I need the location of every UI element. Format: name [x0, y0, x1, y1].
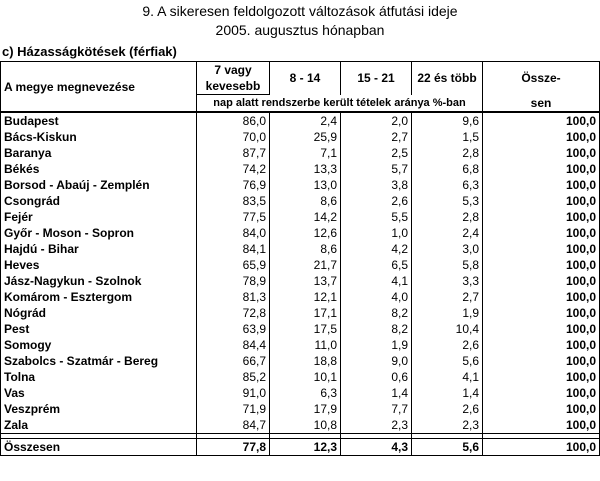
header-col1-line2: kevesebb	[197, 78, 270, 95]
county-name-cell: Pest	[1, 321, 197, 337]
value-cell: 7,1	[270, 145, 341, 161]
value-cell: 76,9	[197, 177, 270, 193]
county-name-cell: Fejér	[1, 209, 197, 225]
total-value-cell: 4,3	[341, 439, 412, 456]
value-cell: 2,3	[412, 417, 483, 434]
value-cell: 5,7	[341, 161, 412, 177]
table-row	[1, 385, 600, 401]
value-cell: 2,6	[412, 401, 483, 417]
header-col3: 15 - 21	[341, 62, 412, 95]
table-row	[1, 193, 600, 209]
value-cell: 12,1	[270, 289, 341, 305]
total-label: Összesen	[1, 439, 197, 456]
value-cell: 84,4	[197, 337, 270, 353]
value-cell: 72,8	[197, 305, 270, 321]
table-row	[1, 241, 600, 257]
table-row	[1, 225, 600, 241]
total-value-cell: 77,8	[197, 439, 270, 456]
county-name-cell: Jász-Nagykun - Szolnok	[1, 273, 197, 289]
value-cell: 10,4	[412, 321, 483, 337]
value-cell: 11,0	[270, 337, 341, 353]
value-cell: 9,6	[412, 112, 483, 129]
value-cell: 74,2	[197, 161, 270, 177]
table-row	[1, 337, 600, 353]
value-cell: 10,1	[270, 369, 341, 385]
unit-row	[1, 95, 600, 113]
header-county: A megye megnevezése	[1, 62, 197, 95]
county-name-cell: Békés	[1, 161, 197, 177]
county-name-cell: Somogy	[1, 337, 197, 353]
value-cell: 8,6	[270, 241, 341, 257]
value-cell: 6,3	[270, 385, 341, 401]
total-cell: 100,0	[483, 417, 600, 434]
header-col1-line1: 7 vagy	[197, 62, 270, 79]
value-cell: 4,1	[412, 369, 483, 385]
total-cell: 100,0	[483, 241, 600, 257]
value-cell: 2,4	[412, 225, 483, 241]
county-name-cell: Csongrád	[1, 193, 197, 209]
county-name-cell: Hajdú - Bihar	[1, 241, 197, 257]
total-cell: 100,0	[483, 112, 600, 129]
total-cell: 100,0	[483, 353, 600, 369]
value-cell: 4,0	[341, 289, 412, 305]
total-cell: 100,0	[483, 401, 600, 417]
value-cell: 77,5	[197, 209, 270, 225]
header-col5-line1: Össze-	[483, 62, 600, 95]
header-row	[1, 62, 600, 79]
table-row	[1, 401, 600, 417]
table-row	[1, 129, 600, 145]
table-row	[1, 177, 600, 193]
value-cell: 2,8	[412, 145, 483, 161]
value-cell: 84,7	[197, 417, 270, 434]
value-cell: 1,9	[412, 305, 483, 321]
value-cell: 12,6	[270, 225, 341, 241]
county-name-cell: Szabolcs - Szatmár - Bereg	[1, 353, 197, 369]
value-cell: 65,9	[197, 257, 270, 273]
value-cell: 4,1	[341, 273, 412, 289]
table-row	[1, 369, 600, 385]
total-value-cell: 12,3	[270, 439, 341, 456]
value-cell: 17,1	[270, 305, 341, 321]
county-name-cell: Vas	[1, 385, 197, 401]
county-name-cell: Nógrád	[1, 305, 197, 321]
total-cell: 100,0	[483, 193, 600, 209]
table-row	[1, 305, 600, 321]
total-cell: 100,0	[483, 257, 600, 273]
value-cell: 2,3	[341, 417, 412, 434]
table-row	[1, 353, 600, 369]
value-cell: 1,0	[341, 225, 412, 241]
value-cell: 1,4	[412, 385, 483, 401]
value-cell: 4,2	[341, 241, 412, 257]
table-row	[1, 112, 600, 129]
value-cell: 63,9	[197, 321, 270, 337]
table-row	[1, 289, 600, 305]
value-cell: 81,3	[197, 289, 270, 305]
data-table	[0, 61, 600, 456]
value-cell: 1,4	[341, 385, 412, 401]
value-cell: 25,9	[270, 129, 341, 145]
value-cell: 18,8	[270, 353, 341, 369]
header-col2: 8 - 14	[270, 62, 341, 95]
county-name-cell: Baranya	[1, 145, 197, 161]
value-cell: 66,7	[197, 353, 270, 369]
value-cell: 5,5	[341, 209, 412, 225]
table-row	[1, 273, 600, 289]
value-cell: 3,8	[341, 177, 412, 193]
header-col5-line2: sen	[483, 95, 600, 113]
total-cell: 100,0	[483, 337, 600, 353]
total-cell: 100,0	[483, 385, 600, 401]
table-row	[1, 161, 600, 177]
value-cell: 1,9	[341, 337, 412, 353]
value-cell: 2,7	[412, 289, 483, 305]
total-cell: 100,0	[483, 161, 600, 177]
county-name-cell: Veszprém	[1, 401, 197, 417]
value-cell: 8,6	[270, 193, 341, 209]
total-cell: 100,0	[483, 209, 600, 225]
value-cell: 85,2	[197, 369, 270, 385]
value-cell: 70,0	[197, 129, 270, 145]
value-cell: 9,0	[341, 353, 412, 369]
header-col4: 22 és több	[412, 62, 483, 95]
value-cell: 2,6	[412, 337, 483, 353]
county-name-cell: Komárom - Esztergom	[1, 289, 197, 305]
value-cell: 2,5	[341, 145, 412, 161]
value-cell: 17,5	[270, 321, 341, 337]
total-cell: 100,0	[483, 145, 600, 161]
total-cell: 100,0	[483, 273, 600, 289]
total-cell: 100,0	[483, 129, 600, 145]
table-row	[1, 257, 600, 273]
value-cell: 14,2	[270, 209, 341, 225]
value-cell: 8,2	[341, 321, 412, 337]
table-body	[1, 62, 600, 456]
county-name-cell: Zala	[1, 417, 197, 434]
county-name-cell: Heves	[1, 257, 197, 273]
value-cell: 6,3	[412, 177, 483, 193]
value-cell: 17,9	[270, 401, 341, 417]
value-cell: 5,6	[412, 353, 483, 369]
value-cell: 71,9	[197, 401, 270, 417]
value-cell: 1,5	[412, 129, 483, 145]
value-cell: 13,3	[270, 161, 341, 177]
unit-row-empty	[1, 95, 197, 113]
value-cell: 13,7	[270, 273, 341, 289]
value-cell: 78,9	[197, 273, 270, 289]
total-row	[1, 439, 600, 456]
total-cell: 100,0	[483, 321, 600, 337]
total-value-cell: 5,6	[412, 439, 483, 456]
value-cell: 7,7	[341, 401, 412, 417]
total-cell: 100,0	[483, 369, 600, 385]
table-row	[1, 209, 600, 225]
value-cell: 91,0	[197, 385, 270, 401]
value-cell: 2,7	[341, 129, 412, 145]
value-cell: 84,1	[197, 241, 270, 257]
value-cell: 2,0	[341, 112, 412, 129]
page-title-period: 2005. augusztus hónapban	[215, 22, 385, 38]
table-row	[1, 417, 600, 434]
value-cell: 3,0	[412, 241, 483, 257]
value-cell: 8,2	[341, 305, 412, 321]
value-cell: 84,0	[197, 225, 270, 241]
county-name-cell: Tolna	[1, 369, 197, 385]
county-name-cell: Győr - Moson - Sopron	[1, 225, 197, 241]
table-row	[1, 321, 600, 337]
table-row	[1, 145, 600, 161]
value-cell: 21,7	[270, 257, 341, 273]
value-cell: 2,4	[270, 112, 341, 129]
county-name-cell: Borsod - Abaúj - Zemplén	[1, 177, 197, 193]
value-cell: 3,3	[412, 273, 483, 289]
county-name-cell: Budapest	[1, 112, 197, 129]
total-cell: 100,0	[483, 289, 600, 305]
value-cell: 10,8	[270, 417, 341, 434]
value-cell: 2,6	[341, 193, 412, 209]
value-cell: 5,8	[412, 257, 483, 273]
value-cell: 0,6	[341, 369, 412, 385]
county-name-cell: Bács-Kiskun	[1, 129, 197, 145]
total-cell: 100,0	[483, 177, 600, 193]
total-cell: 100,0	[483, 225, 600, 241]
value-cell: 6,8	[412, 161, 483, 177]
unit-note: nap alatt rendszerbe került tételek aránya %-ban	[197, 95, 483, 113]
value-cell: 2,8	[412, 209, 483, 225]
value-cell: 6,5	[341, 257, 412, 273]
page-title: 9. A sikeresen feldolgozott változások átfutási ideje	[142, 3, 458, 19]
value-cell: 5,3	[412, 193, 483, 209]
total-value-cell: 100,0	[483, 439, 600, 456]
value-cell: 83,5	[197, 193, 270, 209]
value-cell: 86,0	[197, 112, 270, 129]
value-cell: 87,7	[197, 145, 270, 161]
value-cell: 13,0	[270, 177, 341, 193]
table-subtitle: c) Házasságkötések (férfiak)	[2, 44, 177, 59]
total-cell: 100,0	[483, 305, 600, 321]
